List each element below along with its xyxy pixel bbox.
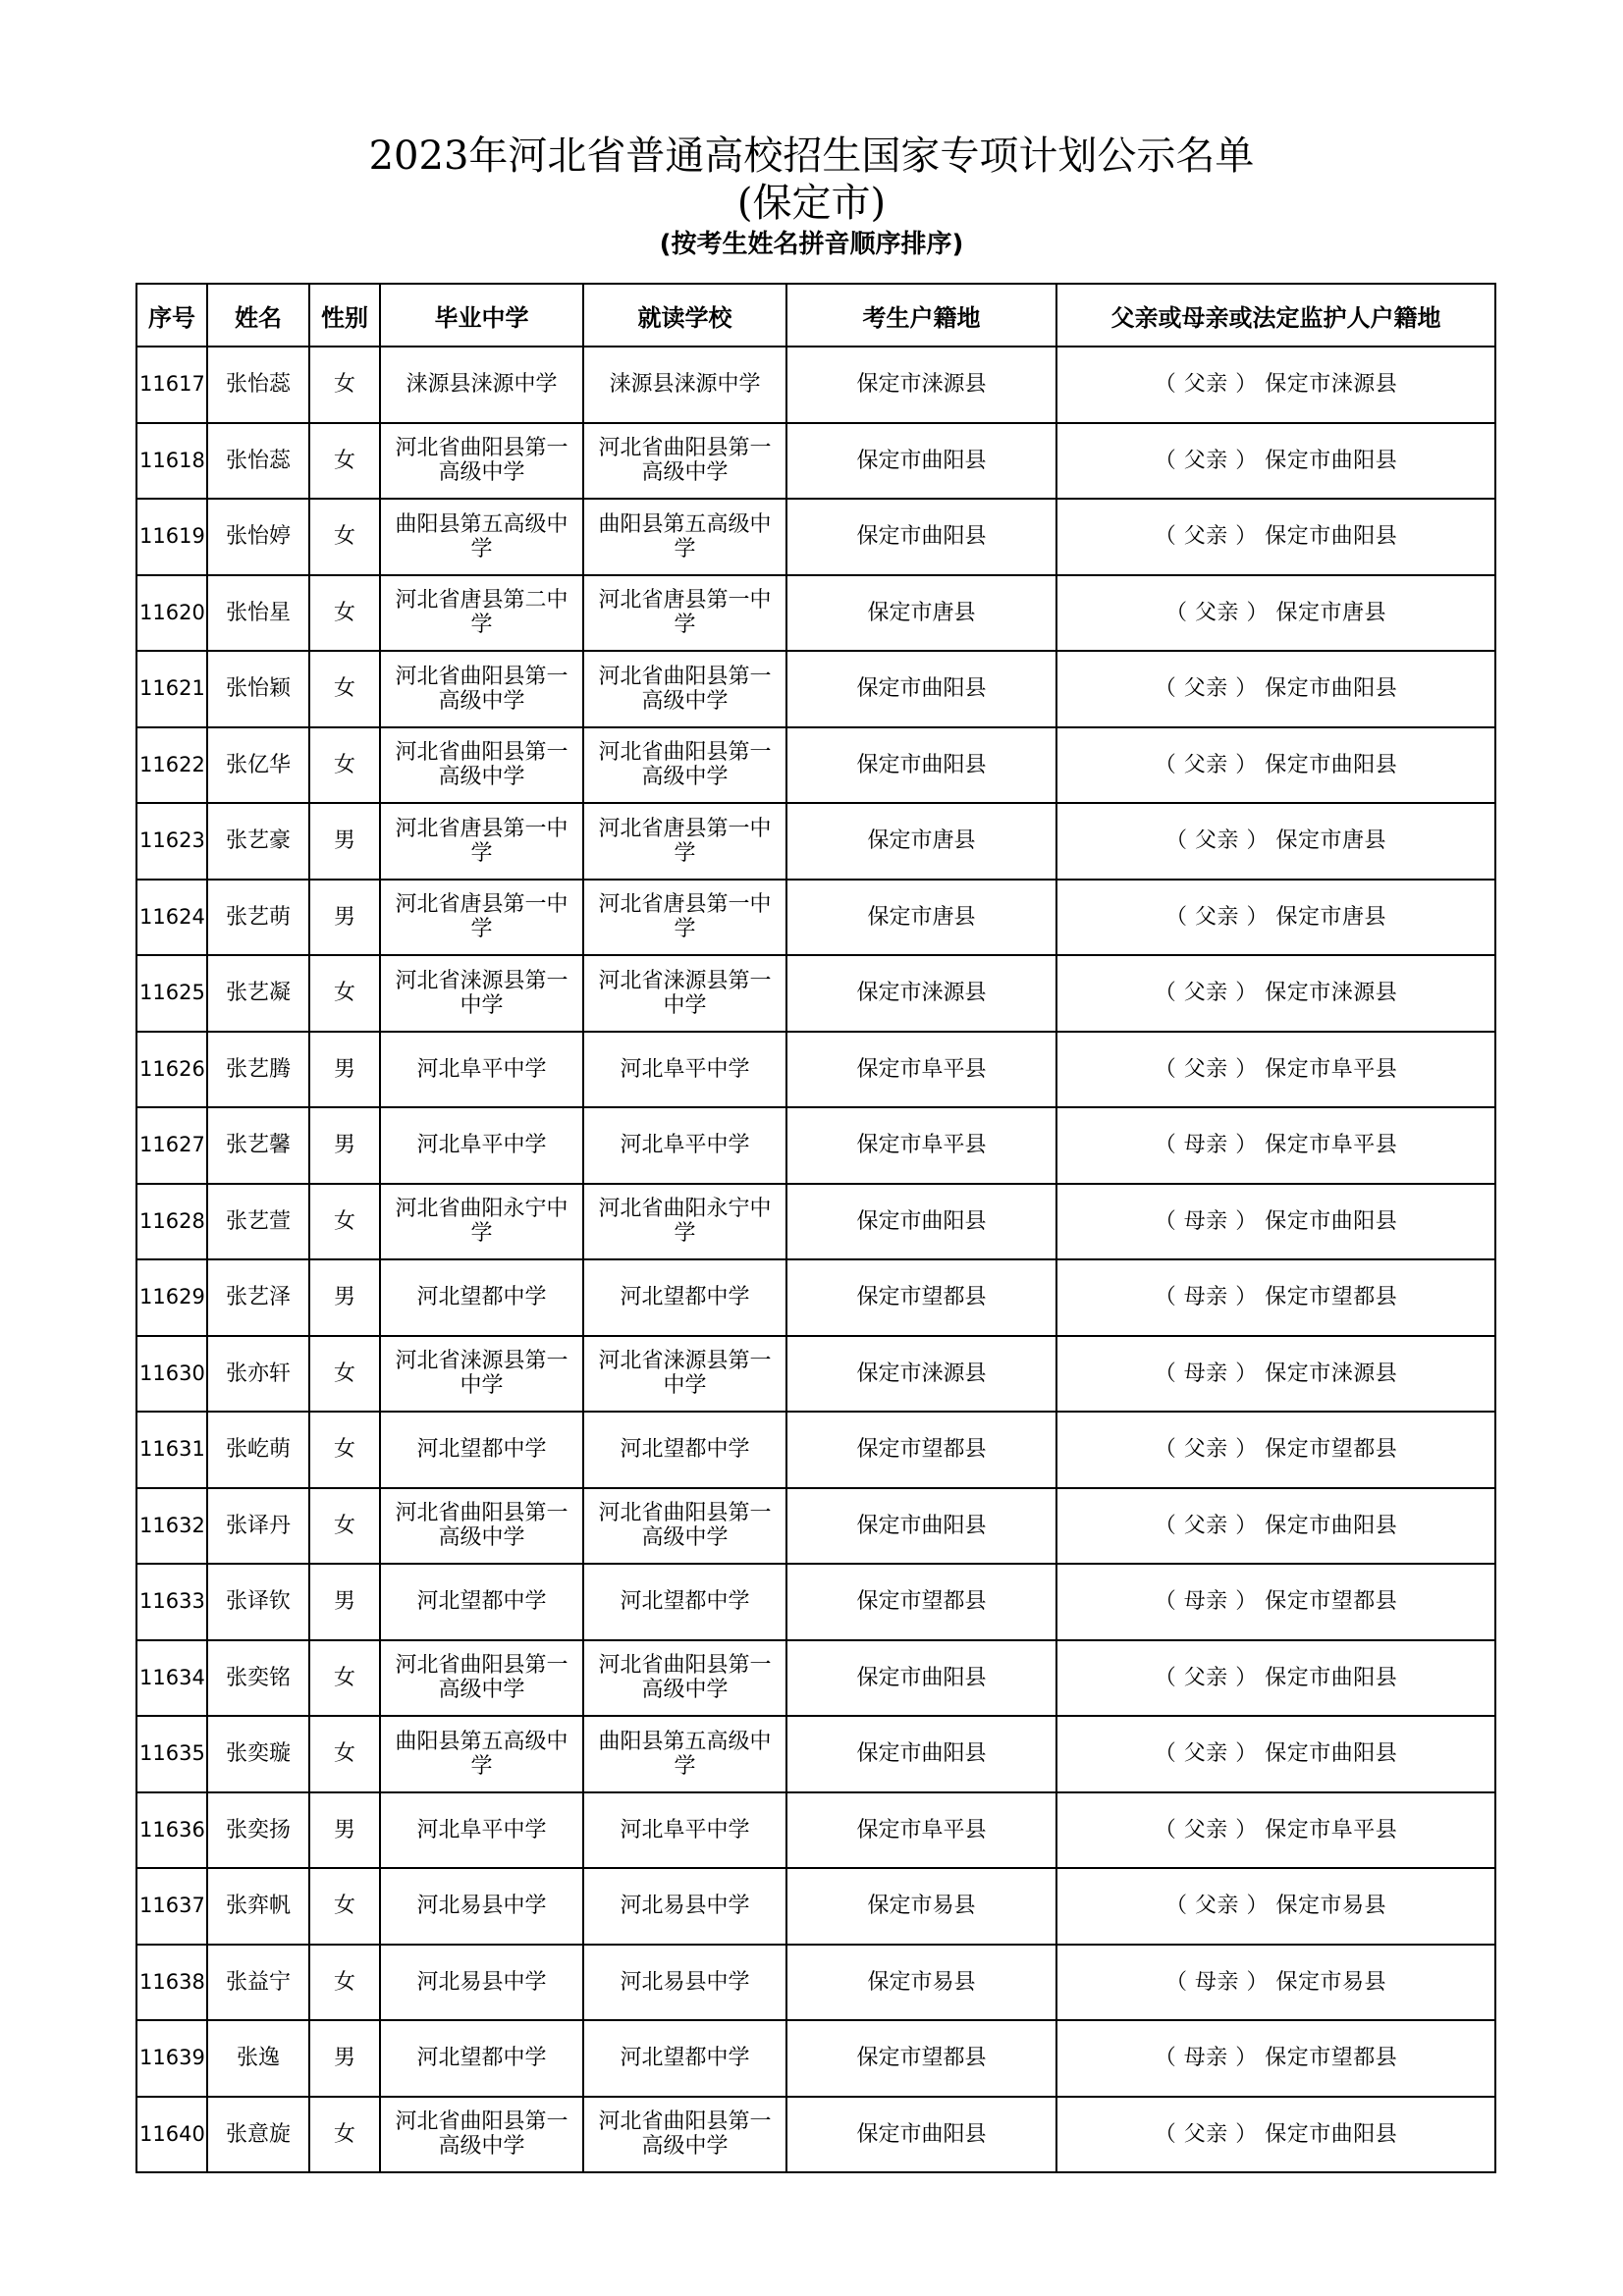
table-row [136,1945,1495,2021]
cell-gender: 男 [309,1032,380,1108]
cell-current-school: 河北省唐县第一中学 [583,575,786,652]
col-header-gender: 性别 [309,284,380,347]
cell-gender: 男 [309,1107,380,1184]
cell-name: 张奕铭 [207,1640,309,1717]
cell-name: 张艺凝 [207,955,309,1032]
col-header-household: 考生户籍地 [786,284,1056,347]
cell-guardian-household: （ 父亲 ） 保定市曲阳县 [1056,727,1495,804]
cell-grad-school: 河北省曲阳县第一高级中学 [380,727,583,804]
cell-name: 张艺泽 [207,1259,309,1336]
cell-name: 张艺萌 [207,880,309,956]
cell-gender: 女 [309,727,380,804]
cell-household: 保定市曲阳县 [786,1488,1056,1565]
cell-seq: 11617 [136,347,207,423]
cell-household: 保定市曲阳县 [786,2097,1056,2173]
cell-current-school: 河北省曲阳永宁中学 [583,1184,786,1260]
cell-guardian-household: （ 父亲 ） 保定市唐县 [1056,880,1495,956]
cell-guardian-household: （ 母亲 ） 保定市望都县 [1056,1564,1495,1640]
cell-seq: 11627 [136,1107,207,1184]
cell-current-school: 河北省曲阳县第一高级中学 [583,651,786,727]
cell-gender: 男 [309,1564,380,1640]
cell-guardian-household: （ 母亲 ） 保定市阜平县 [1056,1107,1495,1184]
cell-gender: 女 [309,499,380,575]
cell-grad-school: 河北望都中学 [380,1259,583,1336]
cell-grad-school: 河北望都中学 [380,1564,583,1640]
cell-current-school: 河北省涞源县第一中学 [583,955,786,1032]
cell-name: 张译丹 [207,1488,309,1565]
cell-seq: 11633 [136,1564,207,1640]
cell-grad-school: 河北省曲阳县第一高级中学 [380,2097,583,2173]
cell-gender: 女 [309,1184,380,1260]
cell-seq: 11628 [136,1184,207,1260]
cell-seq: 11626 [136,1032,207,1108]
cell-current-school: 河北阜平中学 [583,1107,786,1184]
cell-current-school: 河北望都中学 [583,2020,786,2097]
cell-household: 保定市阜平县 [786,1032,1056,1108]
cell-household: 保定市唐县 [786,803,1056,880]
cell-gender: 男 [309,803,380,880]
cell-household: 保定市唐县 [786,880,1056,956]
cell-guardian-household: （ 父亲 ） 保定市曲阳县 [1056,1716,1495,1792]
cell-name: 张怡颖 [207,651,309,727]
cell-guardian-household: （ 母亲 ） 保定市涞源县 [1056,1336,1495,1413]
cell-guardian-household: （ 父亲 ） 保定市曲阳县 [1056,499,1495,575]
cell-gender: 男 [309,1259,380,1336]
table-row [136,727,1495,804]
cell-household: 保定市阜平县 [786,1792,1056,1869]
cell-grad-school: 河北省涞源县第一中学 [380,955,583,1032]
cell-gender: 女 [309,1640,380,1717]
cell-guardian-household: （ 父亲 ） 保定市曲阳县 [1056,1488,1495,1565]
table-row [136,1564,1495,1640]
cell-household: 保定市曲阳县 [786,1184,1056,1260]
cell-name: 张弈帆 [207,1868,309,1945]
cell-gender: 女 [309,1488,380,1565]
cell-household: 保定市望都县 [786,1564,1056,1640]
table-row [136,1488,1495,1565]
cell-grad-school: 河北省唐县第二中学 [380,575,583,652]
cell-household: 保定市曲阳县 [786,651,1056,727]
cell-gender: 女 [309,1945,380,2021]
cell-grad-school: 河北省唐县第一中学 [380,803,583,880]
cell-seq: 11637 [136,1868,207,1945]
cell-household: 保定市望都县 [786,1412,1056,1488]
cell-grad-school: 涞源县涞源中学 [380,347,583,423]
cell-current-school: 曲阳县第五高级中学 [583,1716,786,1792]
cell-guardian-household: （ 父亲 ） 保定市曲阳县 [1056,1640,1495,1717]
cell-name: 张艺馨 [207,1107,309,1184]
cell-household: 保定市阜平县 [786,1107,1056,1184]
table-row [136,499,1495,575]
cell-guardian-household: （ 父亲 ） 保定市涞源县 [1056,955,1495,1032]
cell-current-school: 河北省曲阳县第一高级中学 [583,423,786,500]
cell-household: 保定市涞源县 [786,347,1056,423]
document-subtitle: (保定市) [736,181,887,226]
cell-name: 张怡星 [207,575,309,652]
cell-current-school: 河北望都中学 [583,1564,786,1640]
cell-gender: 女 [309,1412,380,1488]
cell-name: 张怡蕊 [207,347,309,423]
cell-name: 张奕璇 [207,1716,309,1792]
table-row [136,1259,1495,1336]
cell-seq: 11619 [136,499,207,575]
cell-grad-school: 河北易县中学 [380,1868,583,1945]
cell-guardian-household: （ 父亲 ） 保定市易县 [1056,1868,1495,1945]
cell-guardian-household: （ 父亲 ） 保定市阜平县 [1056,1032,1495,1108]
cell-seq: 11620 [136,575,207,652]
table-row [136,955,1495,1032]
table-row [136,2020,1495,2097]
roster-table [135,283,1496,2173]
col-header-seq: 序号 [136,284,207,347]
table-row [136,651,1495,727]
cell-gender: 女 [309,1336,380,1413]
cell-seq: 11640 [136,2097,207,2173]
cell-guardian-household: （ 父亲 ） 保定市望都县 [1056,1412,1495,1488]
col-header-grad-school: 毕业中学 [380,284,583,347]
cell-guardian-household: （ 父亲 ） 保定市涞源县 [1056,347,1495,423]
cell-gender: 男 [309,2020,380,2097]
cell-household: 保定市望都县 [786,1259,1056,1336]
cell-seq: 11621 [136,651,207,727]
cell-current-school: 河北省唐县第一中学 [583,880,786,956]
cell-grad-school: 河北省唐县第一中学 [380,880,583,956]
cell-current-school: 河北省涞源县第一中学 [583,1336,786,1413]
cell-household: 保定市曲阳县 [786,1640,1056,1717]
table-row [136,880,1495,956]
cell-current-school: 河北阜平中学 [583,1792,786,1869]
cell-current-school: 河北省曲阳县第一高级中学 [583,1488,786,1565]
cell-household: 保定市唐县 [786,575,1056,652]
cell-seq: 11625 [136,955,207,1032]
table-row [136,575,1495,652]
cell-grad-school: 河北易县中学 [380,1945,583,2021]
cell-seq: 11631 [136,1412,207,1488]
cell-seq: 11630 [136,1336,207,1413]
table-row [136,423,1495,500]
table-row [136,1184,1495,1260]
cell-seq: 11618 [136,423,207,500]
cell-household: 保定市曲阳县 [786,423,1056,500]
col-header-name: 姓名 [207,284,309,347]
cell-gender: 女 [309,1716,380,1792]
cell-name: 张艺豪 [207,803,309,880]
cell-guardian-household: （ 母亲 ） 保定市易县 [1056,1945,1495,2021]
cell-current-school: 河北望都中学 [583,1259,786,1336]
sort-note: (按考生姓名拼音顺序排序) [659,230,964,259]
cell-guardian-household: （ 父亲 ） 保定市唐县 [1056,803,1495,880]
cell-current-school: 河北易县中学 [583,1868,786,1945]
cell-guardian-household: （ 母亲 ） 保定市曲阳县 [1056,1184,1495,1260]
cell-name: 张怡婷 [207,499,309,575]
cell-household: 保定市曲阳县 [786,727,1056,804]
cell-current-school: 河北易县中学 [583,1945,786,2021]
cell-seq: 11639 [136,2020,207,2097]
cell-seq: 11629 [136,1259,207,1336]
cell-guardian-household: （ 父亲 ） 保定市阜平县 [1056,1792,1495,1869]
cell-grad-school: 河北省曲阳永宁中学 [380,1184,583,1260]
cell-guardian-household: （ 父亲 ） 保定市唐县 [1056,575,1495,652]
table-row [136,1716,1495,1792]
col-header-current-school: 就读学校 [583,284,786,347]
cell-grad-school: 河北省曲阳县第一高级中学 [380,1640,583,1717]
table-row [136,347,1495,423]
table-row [136,1412,1495,1488]
cell-grad-school: 河北省曲阳县第一高级中学 [380,651,583,727]
cell-gender: 男 [309,880,380,956]
cell-name: 张亦轩 [207,1336,309,1413]
cell-grad-school: 河北省曲阳县第一高级中学 [380,423,583,500]
cell-seq: 11634 [136,1640,207,1717]
cell-gender: 女 [309,423,380,500]
cell-name: 张奕扬 [207,1792,309,1869]
cell-grad-school: 河北阜平中学 [380,1792,583,1869]
cell-household: 保定市易县 [786,1868,1056,1945]
cell-grad-school: 河北省涞源县第一中学 [380,1336,583,1413]
cell-name: 张艺腾 [207,1032,309,1108]
cell-current-school: 河北省曲阳县第一高级中学 [583,1640,786,1717]
cell-grad-school: 曲阳县第五高级中学 [380,499,583,575]
cell-name: 张意旋 [207,2097,309,2173]
table-row [136,1792,1495,1869]
cell-household: 保定市涞源县 [786,955,1056,1032]
document-title: 2023年河北省普通高校招生国家专项计划公示名单 [368,133,1255,179]
table-row [136,1032,1495,1108]
cell-guardian-household: （ 母亲 ） 保定市望都县 [1056,1259,1495,1336]
cell-gender: 女 [309,955,380,1032]
cell-name: 张怡蕊 [207,423,309,500]
cell-grad-school: 曲阳县第五高级中学 [380,1716,583,1792]
cell-seq: 11624 [136,880,207,956]
cell-household: 保定市曲阳县 [786,1716,1056,1792]
table-row [136,1336,1495,1413]
table-row [136,1868,1495,1945]
cell-guardian-household: （ 母亲 ） 保定市望都县 [1056,2020,1495,2097]
cell-grad-school: 河北望都中学 [380,1412,583,1488]
cell-current-school: 河北省曲阳县第一高级中学 [583,2097,786,2173]
cell-household: 保定市曲阳县 [786,499,1056,575]
cell-current-school: 河北省唐县第一中学 [583,803,786,880]
table-row [136,803,1495,880]
cell-seq: 11632 [136,1488,207,1565]
cell-seq: 11622 [136,727,207,804]
cell-gender: 女 [309,2097,380,2173]
cell-grad-school: 河北阜平中学 [380,1032,583,1108]
cell-name: 张亿华 [207,727,309,804]
cell-current-school: 曲阳县第五高级中学 [583,499,786,575]
cell-gender: 女 [309,575,380,652]
cell-gender: 女 [309,347,380,423]
cell-name: 张逸 [207,2020,309,2097]
cell-name: 张译钦 [207,1564,309,1640]
cell-current-school: 河北省曲阳县第一高级中学 [583,727,786,804]
cell-name: 张屹萌 [207,1412,309,1488]
cell-gender: 女 [309,1868,380,1945]
cell-household: 保定市易县 [786,1945,1056,2021]
table-row [136,1640,1495,1717]
cell-gender: 男 [309,1792,380,1869]
cell-name: 张益宁 [207,1945,309,2021]
cell-grad-school: 河北省曲阳县第一高级中学 [380,1488,583,1565]
cell-name: 张艺萱 [207,1184,309,1260]
cell-seq: 11623 [136,803,207,880]
table-row [136,2097,1495,2173]
cell-guardian-household: （ 父亲 ） 保定市曲阳县 [1056,2097,1495,2173]
cell-current-school: 涞源县涞源中学 [583,347,786,423]
cell-gender: 女 [309,651,380,727]
table-row [136,1107,1495,1184]
cell-seq: 11638 [136,1945,207,2021]
cell-household: 保定市涞源县 [786,1336,1056,1413]
cell-current-school: 河北阜平中学 [583,1032,786,1108]
cell-household: 保定市望都县 [786,2020,1056,2097]
cell-grad-school: 河北望都中学 [380,2020,583,2097]
cell-guardian-household: （ 父亲 ） 保定市曲阳县 [1056,423,1495,500]
col-header-guardian-household: 父亲或母亲或法定监护人户籍地 [1056,284,1495,347]
cell-seq: 11636 [136,1792,207,1869]
cell-grad-school: 河北阜平中学 [380,1107,583,1184]
cell-seq: 11635 [136,1716,207,1792]
cell-current-school: 河北望都中学 [583,1412,786,1488]
header-row [136,284,1495,347]
cell-guardian-household: （ 父亲 ） 保定市曲阳县 [1056,651,1495,727]
